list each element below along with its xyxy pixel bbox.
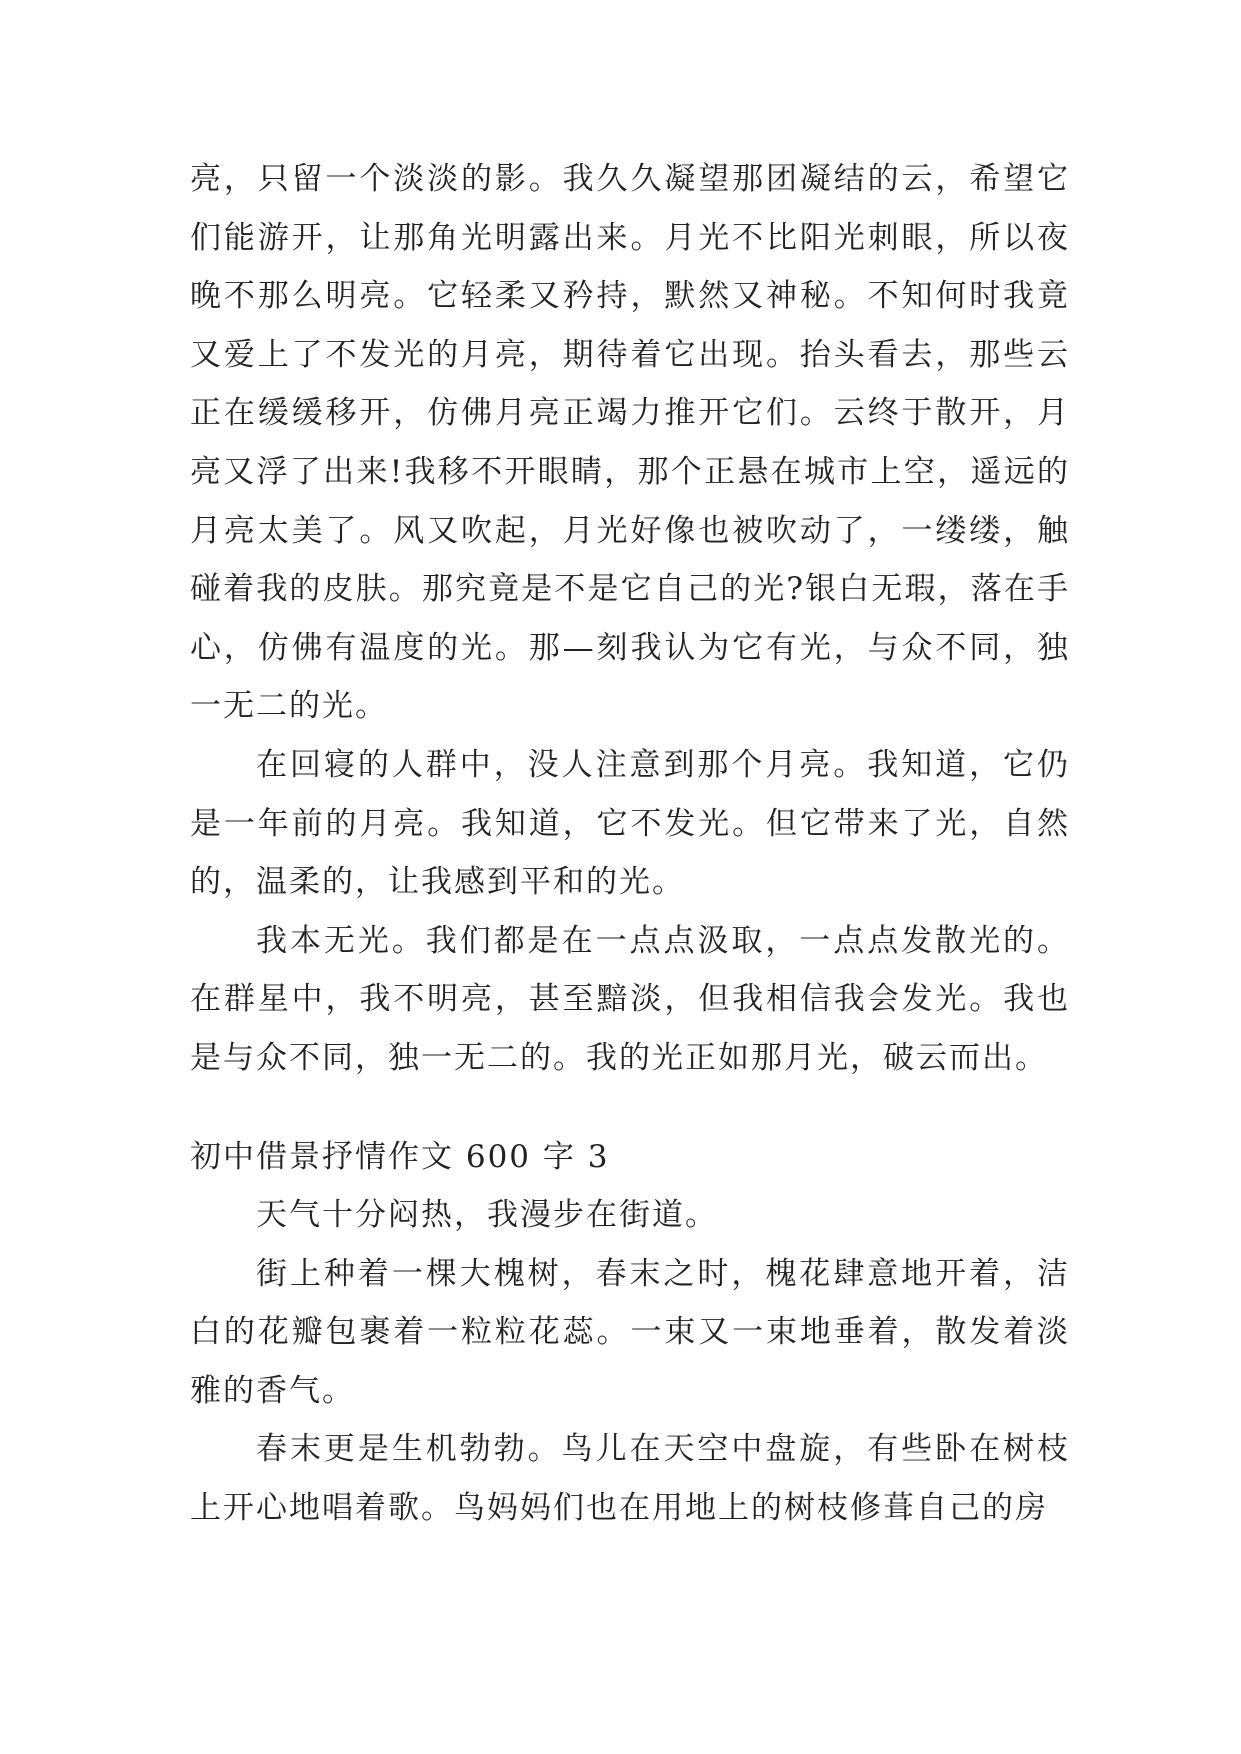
paragraph-moonlight: 亮，只留一个淡淡的影。我久久凝望那团凝结的云，希望它们能游开，让那角光明露出来。月光不比阳光刺眼，所以夜晚不那么明亮。它轻柔又矜持，默然又神秘。不知何时我竟又爱上了不发光的月亮，期待着它出现。抬头看去，那些云正在缓缓移开，仿佛月亮正竭力推开它们。云终于散开，月亮又浮了出来!我移不开眼睛，那个正悬在城市上空，遥远的月亮太美了。风又吹起，月光好像也被吹动了，一缕缕，触碰着我的皮肤。那究竟是不是它自己的光?银白无瑕，落在手心，仿佛有温度的光。那—刻我认为它有光，与众不同，独一无二的光。 — [190, 161, 1070, 725]
paragraph-dorm-crowd: 在回寝的人群中，没人注意到那个月亮。我知道，它仍是一年前的月亮。我知道，它不发光。但它带来了光，自然的，温柔的，让我感到平和的光。 — [190, 746, 1070, 901]
paragraph-late-spring: 春末更是生机勃勃。鸟儿在天空中盘旋，有些卧在树枝上开心地唱着歌。鸟妈妈们也在用地上的树枝修葺自己的房 — [190, 1431, 1070, 1527]
paragraph-locust-tree: 街上种着一棵大槐树，春末之时，槐花肆意地开着，洁白的花瓣包裹着一粒粒花蕊。一束又一束地垂着，散发着淡雅的香气。 — [190, 1255, 1070, 1409]
section-heading: 初中借景抒情作文 600 字 3 — [190, 1138, 610, 1175]
document-page — [190, 150, 1070, 1538]
paragraph-no-light: 我本无光。我们都是在一点点汲取，一点点发散光的。在群星中，我不明亮，甚至黯淡，但我相信我会发光。我也是与众不同，独一无二的。我的光正如那月光，破云而出。 — [190, 922, 1070, 1076]
paragraph-hot-weather: 天气十分闷热，我漫步在街道。 — [256, 1197, 718, 1234]
